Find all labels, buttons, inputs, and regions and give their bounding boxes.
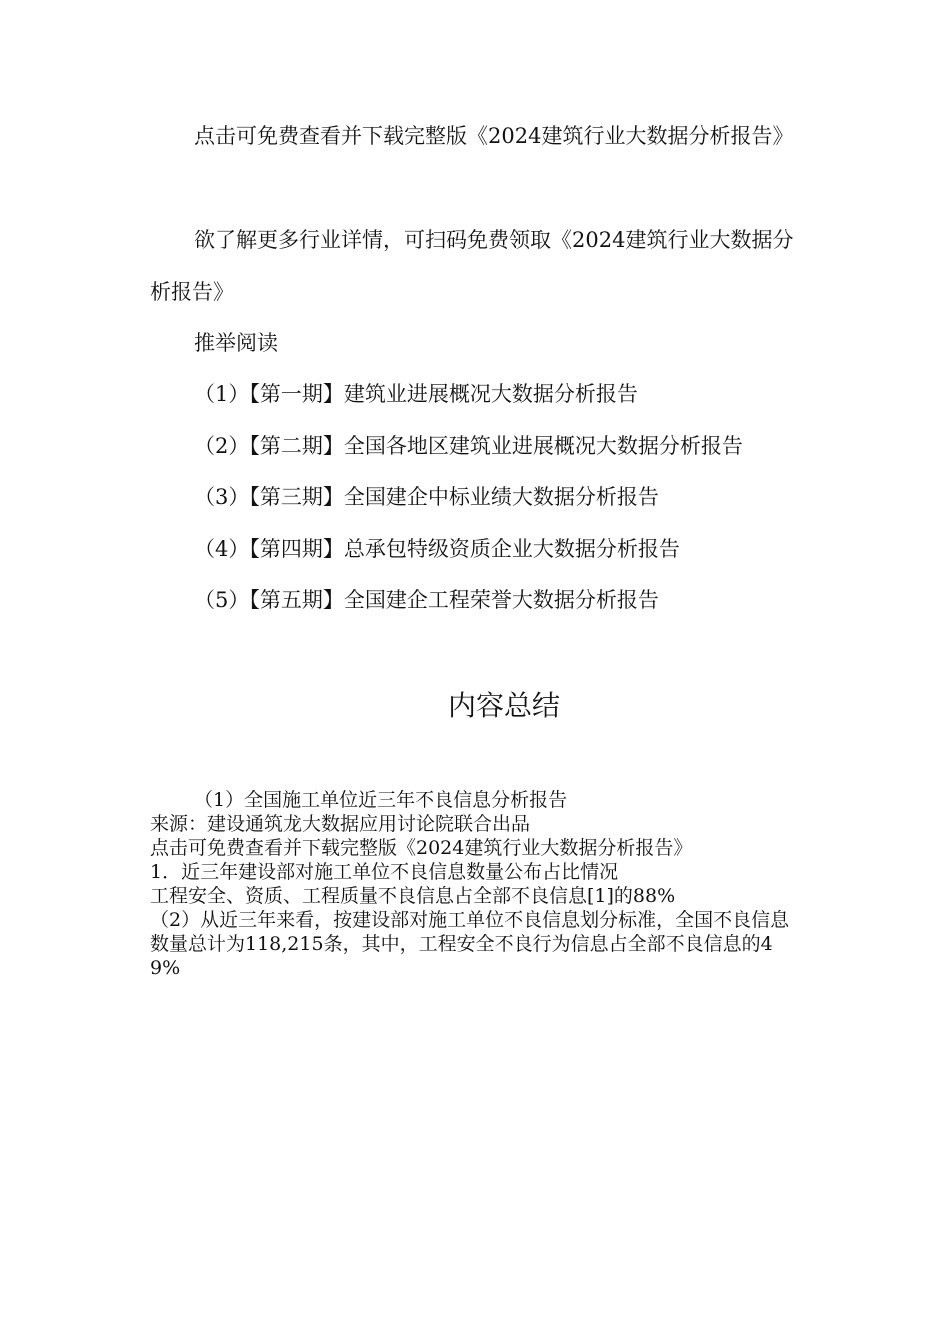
summary-line-4: 1．近三年建设部对施工单位不良信息数量公布占比情况 <box>150 861 619 883</box>
recommended-item-4[interactable]: （4）【第四期】总承包特级资质企业大数据分析报告 <box>194 537 680 561</box>
summary-line-5: 工程安全、资质、工程质量不良信息占全部不良信息[1]的88% <box>150 885 676 907</box>
summary-line-6: （2）从近三年来看，按建设部对施工单位不良信息划分标准，全国不良信息数量总计为118,215条，其中，工程安全不良行为信息占全部不良信息的49% <box>150 909 790 979</box>
download-link-paragraph[interactable]: 点击可免费查看并下载完整版《2024建筑行业大数据分析报告》 <box>194 124 794 148</box>
summary-body <box>150 788 790 980</box>
recommended-item-3[interactable]: （3）【第三期】全国建企中标业绩大数据分析报告 <box>194 485 659 509</box>
recommended-item-5[interactable]: （5）【第五期】全国建企工程荣誉大数据分析报告 <box>194 588 659 612</box>
scan-qr-paragraph: 欲了解更多行业详情，可扫码免费领取《2024建筑行业大数据分析报告》 <box>150 228 794 304</box>
recommend-heading: 推举阅读 <box>194 331 278 355</box>
summary-title: 内容总结 <box>447 689 560 722</box>
recommended-item-2[interactable]: （2）【第二期】全国各地区建筑业进展概况大数据分析报告 <box>194 434 743 458</box>
summary-line-2: 来源：建设通筑龙大数据应用讨论院联合出品 <box>150 813 531 835</box>
recommended-item-1[interactable]: （1）【第一期】建筑业进展概况大数据分析报告 <box>194 382 638 406</box>
summary-line-3[interactable]: 点击可免费查看并下载完整版《2024建筑行业大数据分析报告》 <box>150 837 693 859</box>
summary-line-1: （1）全国施工单位近三年不良信息分析报告 <box>194 789 568 811</box>
